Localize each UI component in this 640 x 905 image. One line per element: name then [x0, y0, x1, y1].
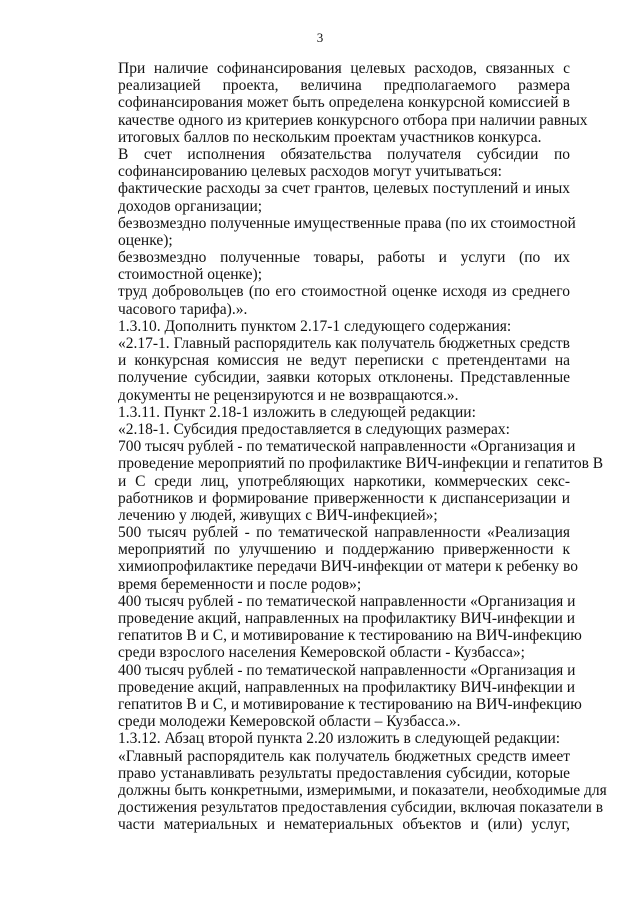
text-line: софинансирования может быть определена конкурсной комиссией в — [118, 94, 570, 112]
text-line: итоговых баллов по нескольким проектам участников конкурса. — [118, 128, 542, 146]
text-line: труд добровольцев (по его стоимостной оценке исходя из среднего — [118, 283, 570, 301]
text-line: доходов организации; — [118, 197, 263, 215]
text-line: реализацией проекта, величина предполагаемого размера — [118, 77, 570, 95]
text-line: безвозмездно полученные имущественные права (по их стоимостной — [118, 214, 576, 232]
text-line: среди молодежи Кемеровской области – Кузбасса.». — [118, 713, 461, 731]
text-line: безвозмездно полученные товары, работы и услуги (по их — [118, 249, 570, 267]
text-line: 1.3.10. Дополнить пунктом 2.17-1 следующего содержания: — [118, 317, 512, 335]
text-line: 400 тысяч рублей - по тематической направленности «Организация и — [118, 661, 576, 679]
text-line: 1.3.12. Абзац второй пункта 2.20 изложить в следующей редакции: — [118, 730, 561, 748]
text-line: 1.3.11. Пункт 2.18-1 изложить в следующей редакции: — [118, 403, 476, 421]
text-line: качестве одного из критериев конкурсного отбора при наличии равных — [118, 111, 588, 129]
page-number: 3 — [316, 30, 324, 45]
text-line: и конкурсная комиссия не ведут переписки с претендентами на — [118, 352, 570, 370]
text-line: гепатитов В и С, и мотивирование к тестированию на ВИЧ-инфекцию — [118, 695, 582, 713]
text-line: гепатитов В и С, и мотивирование к тестированию на ВИЧ-инфекцию — [118, 627, 582, 645]
text-line: 500 тысяч рублей - по тематической направленности «Реализация — [118, 524, 570, 542]
text-line: оценке); — [118, 231, 173, 249]
text-line: 700 тысяч рублей - по тематической направленности «Организация и — [118, 438, 576, 456]
text-line: софинансированию целевых расходов могут учитываться: — [118, 163, 502, 181]
text-line: «Главный распорядитель как получатель бюджетных средств имеет — [118, 747, 570, 765]
text-line: фактические расходы за счет грантов, целевых поступлений и иных — [118, 180, 570, 198]
text-line: лечению у людей, живущих с ВИЧ-инфекцией»; — [118, 506, 438, 524]
text-line: части материальных и нематериальных объектов и (или) услуг, — [118, 816, 570, 834]
text-line: и С среди лиц, употребляющих наркотики, коммерческих секс- — [118, 472, 570, 490]
text-line: В счет исполнения обязательства получателя субсидии по — [118, 145, 570, 163]
text-line: право устанавливать результаты предоставления субсидии, которые — [118, 764, 570, 782]
text-line: получение субсидии, заявки которых отклонены. Представленные — [118, 369, 570, 387]
text-line: время беременности и после родов»; — [118, 575, 362, 593]
text-line: стоимостной оценке); — [118, 266, 263, 284]
text-line: проведение акций, направленных на профилактику ВИЧ-инфекции и — [118, 610, 576, 627]
text-line: работников и формирование приверженности к диспансеризации и — [118, 489, 570, 507]
text-line: достижения результатов предоставления субсидии, включая показатели в — [118, 799, 604, 817]
text-line: «2.18-1. Субсидия предоставляется в следующих размерах: — [118, 420, 510, 438]
text-line: среди взрослого населения Кемеровской области - Кузбасса»; — [118, 644, 525, 662]
text-line: должны быть конкретными, измеримыми, и показатели, необходимые для — [118, 781, 607, 799]
text-line: документы не рецензируются и не возвращаются.». — [118, 386, 459, 404]
text-line: часового тарифа).». — [118, 300, 248, 318]
text-line: При наличие софинансирования целевых расходов, связанных с — [118, 60, 570, 77]
text-line: химиопрофилактике передачи ВИЧ-инфекции от матери к ребенку во — [118, 558, 578, 576]
document-body — [118, 60, 607, 834]
text-line: 400 тысяч рублей - по тематической направленности «Организация и — [118, 592, 576, 610]
text-line: проведение мероприятий по профилактике ВИЧ-инфекции и гепатитов В — [118, 455, 604, 473]
text-line: мероприятий по улучшению и поддержанию приверженности к — [118, 541, 570, 559]
text-line: «2.17-1. Главный распорядитель как получатель бюджетных средств — [118, 335, 570, 352]
text-line: проведение акций, направленных на профилактику ВИЧ-инфекции и — [118, 678, 576, 696]
